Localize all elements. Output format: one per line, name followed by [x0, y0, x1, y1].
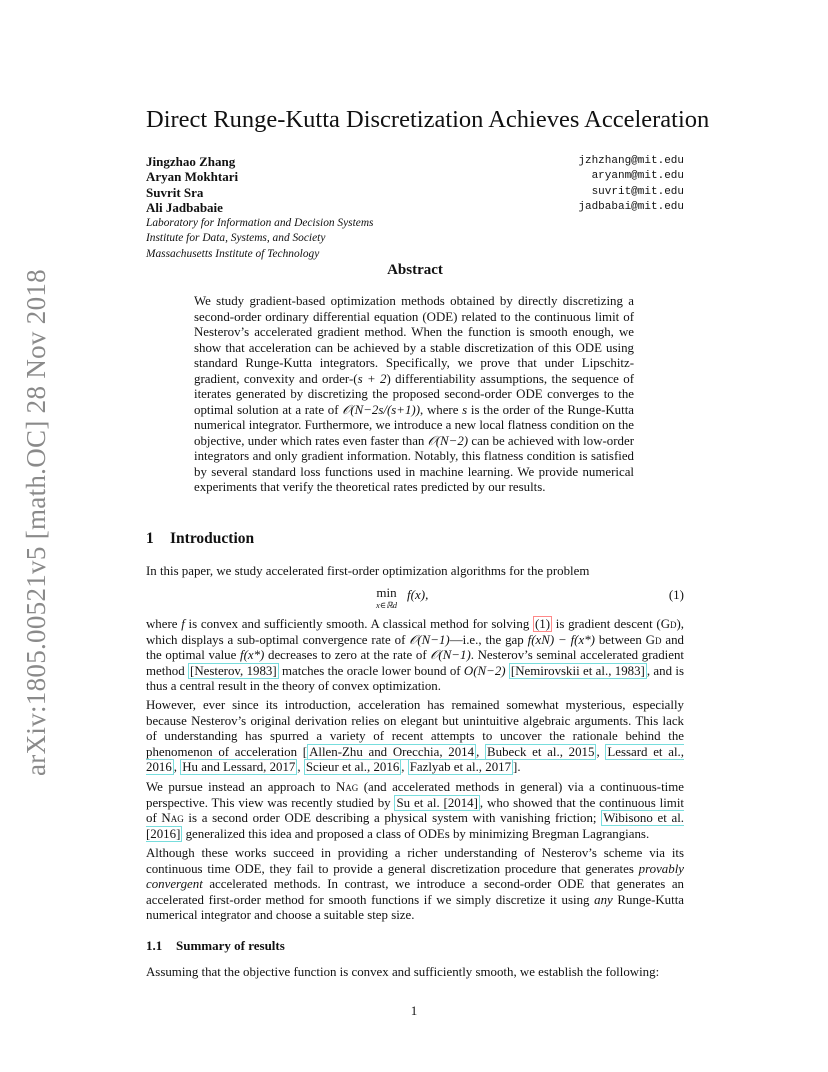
emphasis: provably convergent	[146, 861, 684, 891]
paragraph	[146, 617, 684, 695]
text-run: —i.e., the gap	[449, 632, 528, 647]
text-run: Runge-Kutta numerical integrator and choose a suitable step size.	[146, 892, 685, 922]
subsection-title: Summary of results	[176, 938, 285, 953]
section-number: 1	[146, 530, 154, 547]
method-name: Gd	[645, 632, 662, 647]
citation-link[interactable]: Hu and Lessard, 2017	[182, 760, 296, 774]
display-equation	[146, 584, 684, 614]
text-run: However, ever since its introduction, acceleration has remained somewhat mysterious, especially because Nesterov’s original derivation relies on elegant but unintuitive algebraic arguments. This lack of understanding has spurred a variety of recent attempts to uncover the rationale behind the phenomenon of acceleration [	[146, 698, 684, 759]
equation-min-operator	[376, 586, 397, 612]
text-run: Although these works succeed in providing a richer understanding of Nesterov’s scheme via its continuous time ODE, they fail to provide a general discretization procedure that generates	[146, 846, 684, 876]
text-run: , and is thus a central result in the theory of convex optimization.	[146, 663, 684, 693]
text-run: We pursue instead an approach to	[146, 780, 336, 794]
page-number: 1	[410, 1003, 418, 1018]
text-run: (and accelerated methods in general) via a continuous-time perspective. This view was recently studied by	[146, 780, 684, 810]
subsection-number: 1.1	[146, 938, 163, 953]
text-run: accelerated methods. In contrast, we introduce a second-order ODE that generates an accelerated first-order method for smooth functions if we simply discretize it using	[146, 877, 684, 907]
text-run: where	[146, 617, 182, 631]
text-run: can be achieved with low-order integrators and only gradient information. Notably, this flatness condition is satisfied by several standard loss functions used in machine learning. We provide numerical experiments that verify the theoretical rates predicted by our results.	[194, 433, 634, 494]
paragraph	[146, 780, 684, 842]
citation-link[interactable]: [Nesterov, 1983]	[190, 663, 277, 678]
author-row	[146, 154, 684, 169]
text-run: We study gradient-based optimization methods obtained by directly discretizing a second-order ordinary differential equation (ODE) related to the continuous limit of Nesterov’s accelerated gradient method. When the function is smooth enough, we show that acceleration can be achieved by a stable discretization of this ODE using standard Runge-Kutta integrators. Specifically, we prove that under Lipschitz-gradient, convexity and order-(	[194, 294, 634, 386]
paragraph: Assuming that the objective function is convex and sufficiently smooth, we establish the following:	[146, 965, 660, 979]
author-name: Ali Jadbabaie	[146, 200, 223, 216]
method-name: Nag	[335, 780, 359, 794]
section-heading	[146, 530, 254, 548]
method-name: Nag	[161, 811, 184, 825]
citation-link[interactable]: [Nemirovskii et al., 1983]	[510, 663, 645, 678]
math-inline: 𝒪(N−1)	[430, 648, 471, 662]
author-name: Aryan Mokhtari	[146, 169, 239, 185]
equation-reference-link[interactable]: (1)	[535, 617, 551, 631]
text-run: ) differentiability assumptions, the sequence of iterates generated by discretizing the proposed second-order ODE converges to the optimal solution at a rate of	[194, 371, 634, 417]
author-row	[146, 200, 684, 215]
text-run: is convex and sufficiently smooth. A classical method for solving	[184, 617, 533, 631]
text-run: ,	[173, 760, 181, 774]
citation-link[interactable]: Bubeck et al., 2015	[487, 744, 595, 759]
math-inline: 𝒪(N−2)	[427, 433, 469, 448]
math-inline: O(N−2)	[463, 663, 506, 678]
text-run: is the order of the Runge-Kutta numerical integrator. Furthermore, we introduce a new local flatness condition on the objective, under which rates even faster than	[194, 402, 634, 448]
paragraph	[146, 846, 684, 924]
text-run: generalized this idea and proposed a class of ODEs by minimizing Bregman Lagrangians.	[182, 826, 650, 841]
citation-link[interactable]: Su et al. [2014]	[396, 795, 478, 810]
author-row	[146, 185, 684, 200]
text-run: ), which displays a sub-optimal convergence rate of	[146, 617, 685, 647]
citation-link[interactable]: Lessard et al., 2016	[146, 744, 684, 774]
text-run: ,	[596, 744, 606, 759]
text-run: , where	[420, 402, 463, 417]
author-name: Jingzhao Zhang	[146, 154, 236, 169]
author-email[interactable]: suvrit@mit.edu	[591, 185, 684, 198]
author-name: Suvrit Sra	[146, 184, 204, 200]
math-inline: f(xN) − f(x*)	[527, 632, 595, 647]
arxiv-identifier-text: arXiv:1805.00521v5 [math.OC] 28 Nov 2018	[20, 268, 51, 776]
text-run: is gradient descent (	[552, 617, 661, 631]
text-run: decreases to zero at the rate of	[264, 648, 431, 662]
text-run: between	[594, 632, 646, 647]
equation-objective: f(x),	[407, 587, 429, 602]
arxiv-identifier	[12, 262, 60, 782]
paragraph	[146, 698, 684, 776]
affiliation: Massachusetts Institute of Technology	[146, 247, 320, 260]
author-block	[146, 154, 684, 262]
text-run: ,	[297, 760, 304, 774]
text-run: and the optimal value	[146, 632, 684, 662]
math-inline: 𝒪(N−2s/(s+1))	[342, 402, 421, 417]
text-run: . Nesterov’s seminal accelerated gradient method	[146, 648, 684, 678]
math-inline: s	[462, 402, 468, 417]
author-row	[146, 169, 684, 184]
abstract-text	[194, 294, 634, 496]
paper-title: Direct Runge-Kutta Discretization Achieves Acceleration	[146, 106, 710, 133]
math-inline: 𝒪(N−1)	[409, 632, 450, 647]
citation-link[interactable]: Allen-Zhu and Orecchia, 2014	[309, 744, 475, 759]
section-title: Introduction	[170, 530, 255, 547]
affiliation: Institute for Data, Systems, and Society	[146, 232, 326, 245]
abstract-heading: Abstract	[387, 262, 443, 278]
text-run: , who showed that the continuous limit of	[146, 795, 684, 825]
citation-link[interactable]: Scieur et al., 2016	[305, 760, 400, 774]
text-run: is a second order ODE describing a physical system with vanishing friction;	[183, 811, 602, 825]
intro-lead: In this paper, we study accelerated first-order optimization algorithms for the problem	[146, 564, 590, 578]
method-name: Gd	[660, 617, 677, 631]
equation-subscript: x∈ℝd	[376, 600, 398, 610]
math-inline: f(x*)	[240, 648, 265, 662]
text-run: ,	[476, 744, 486, 759]
math-inline: s + 2	[357, 371, 387, 386]
author-email[interactable]: jadbabai@mit.edu	[578, 201, 684, 214]
subsection-heading	[146, 938, 285, 954]
citation-link[interactable]: Fazlyab et al., 2017	[409, 760, 512, 774]
citation-link[interactable]: Wibisono et al. [2016]	[146, 811, 684, 841]
equation-body	[376, 586, 496, 612]
affiliation: Laboratory for Information and Decision Systems	[146, 216, 374, 229]
text-run: ,	[401, 760, 408, 774]
emphasis: any	[594, 892, 613, 907]
author-email[interactable]: jzhzhang@mit.edu	[578, 155, 684, 167]
text-run: matches the oracle lower bound of	[278, 663, 464, 678]
math-inline: f	[181, 617, 185, 631]
text-run: ].	[513, 760, 521, 774]
equation-min: min	[376, 585, 397, 600]
author-email[interactable]: aryanm@mit.edu	[591, 170, 684, 183]
equation-number: (1)	[668, 587, 684, 602]
